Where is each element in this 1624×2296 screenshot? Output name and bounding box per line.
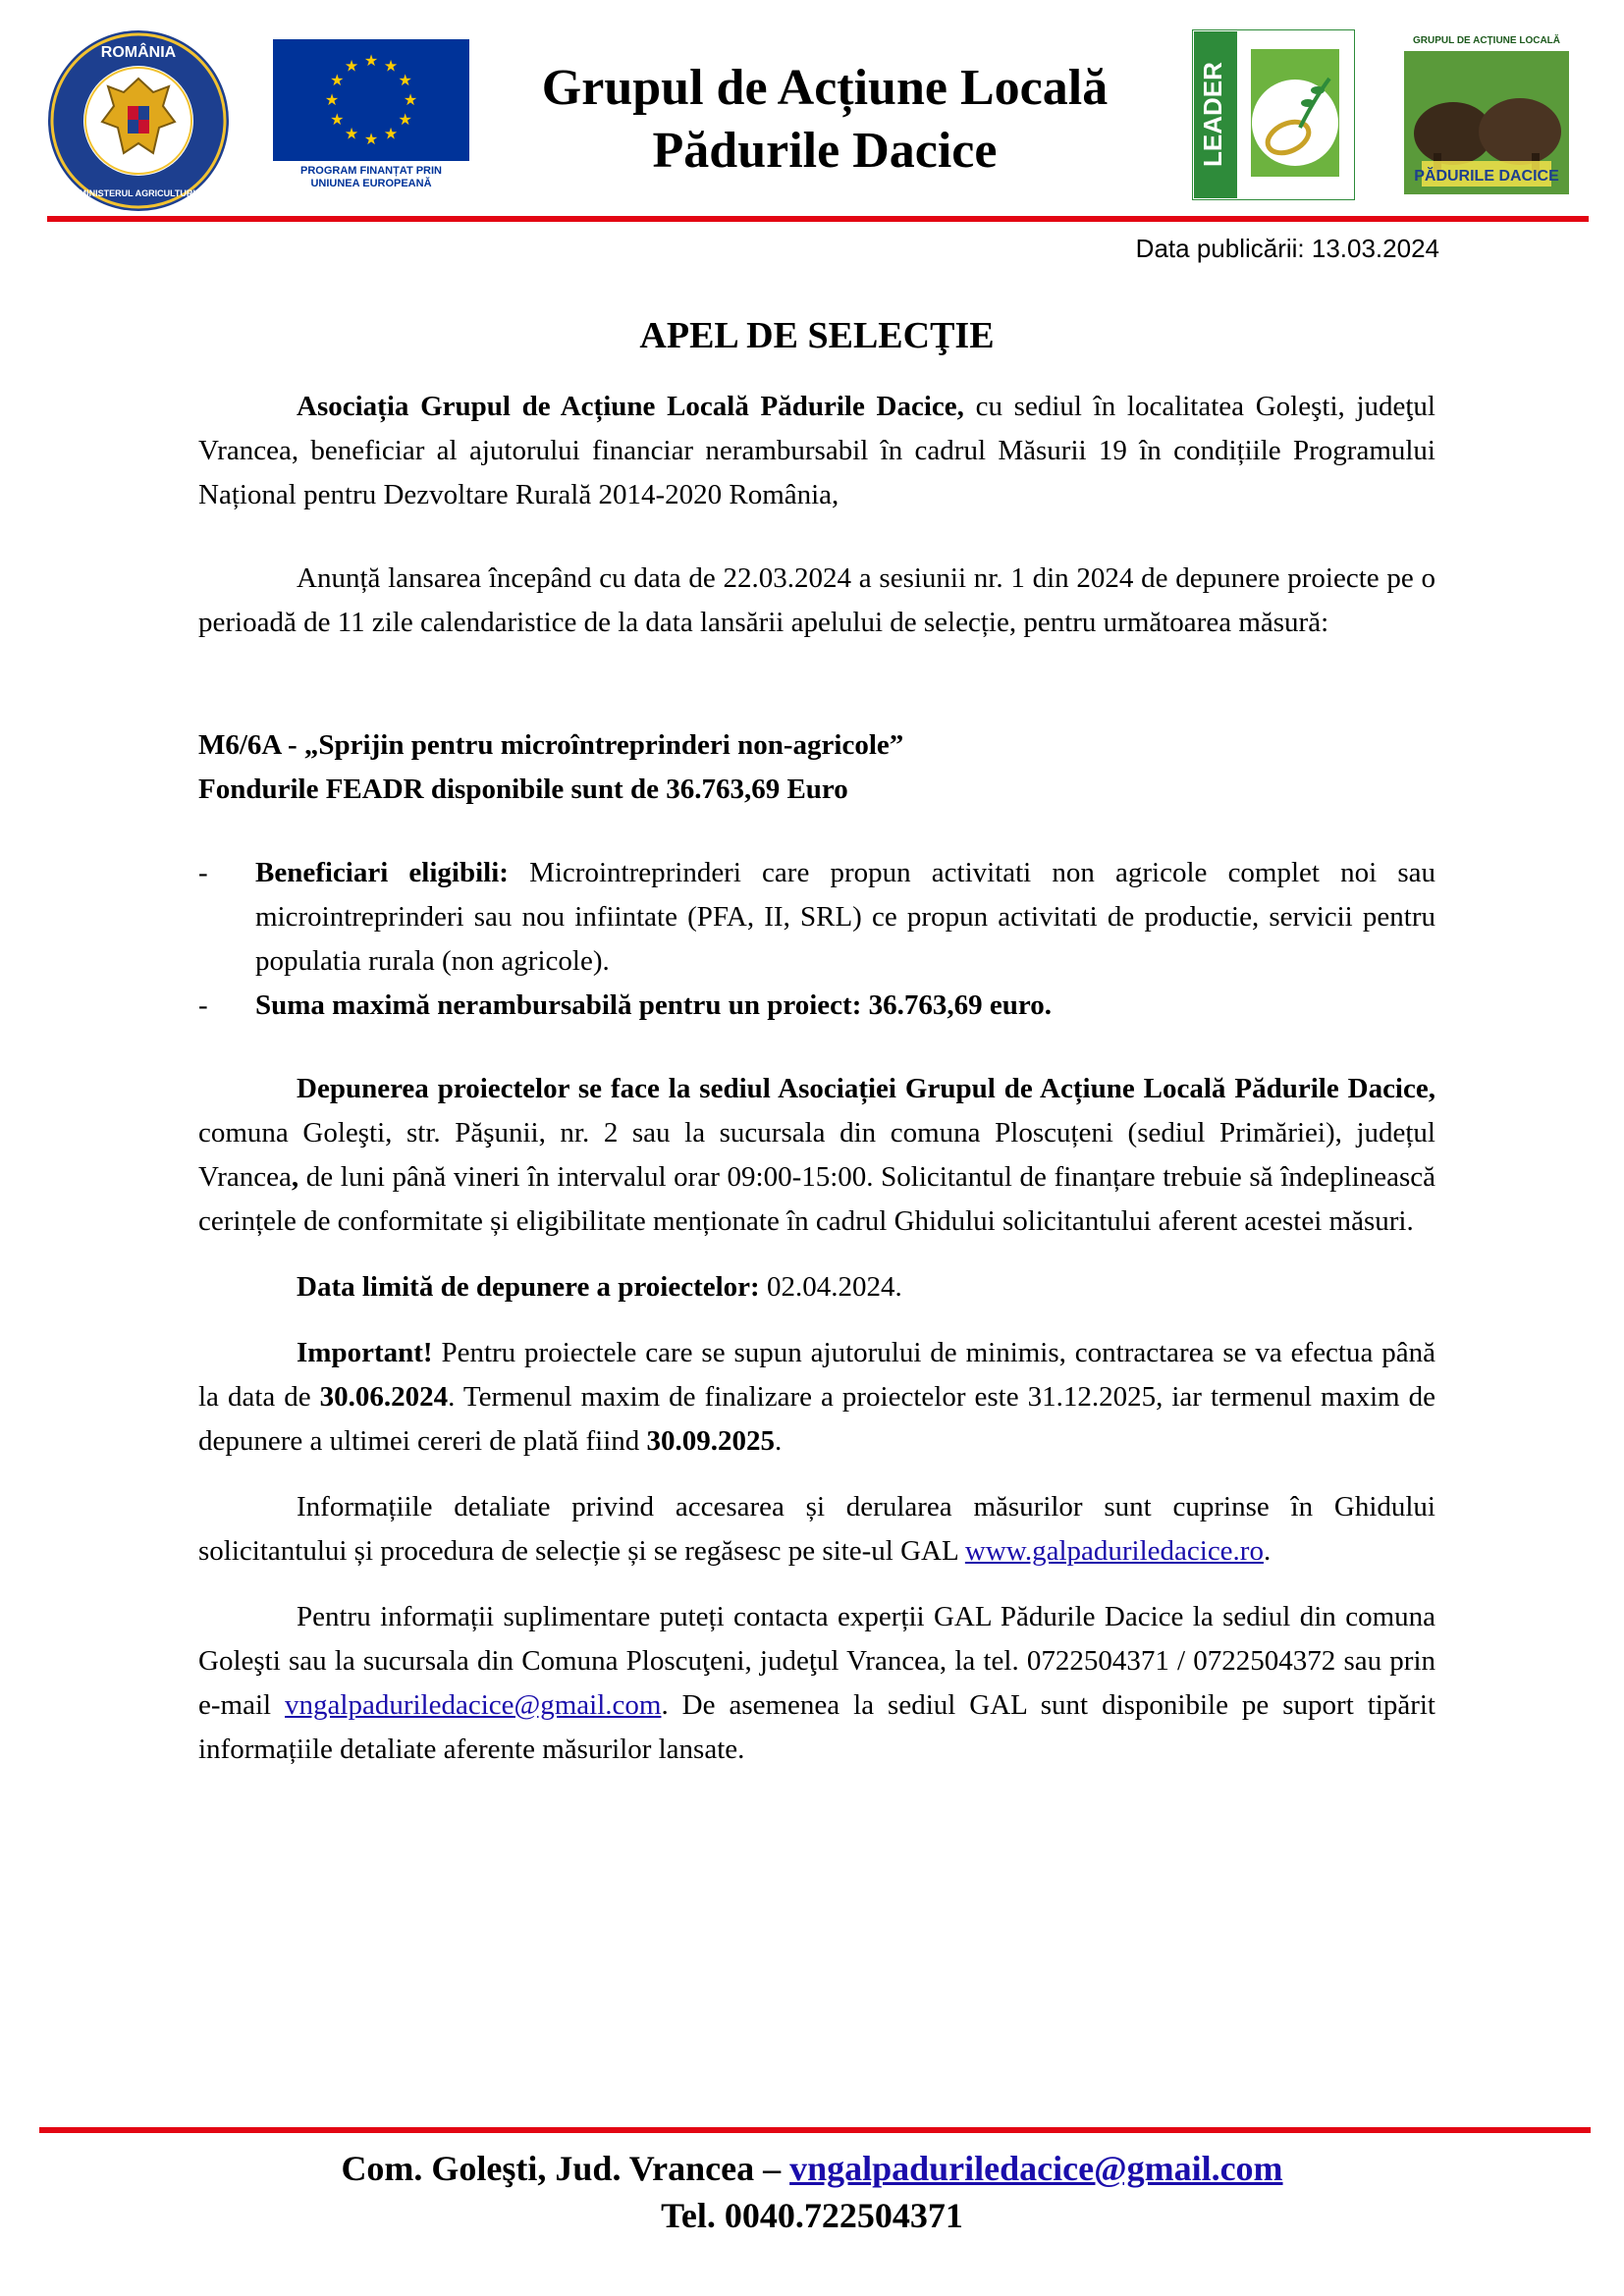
publication-date: Data publicării: 13.03.2024 <box>1135 234 1439 263</box>
bison-logo-icon <box>1404 26 1569 194</box>
eu-star-icon: ★ <box>324 92 340 109</box>
eu-star-icon: ★ <box>330 112 345 129</box>
list-item <box>198 984 1435 1028</box>
important-text: Pentru proiectele care se supun ajutorului de minimis, contractarea se va efectua până la data de <box>198 1337 1435 1413</box>
svg-text:LEADER: LEADER <box>1198 62 1227 167</box>
contact-paragraph <box>198 1595 1435 1772</box>
document-body <box>198 312 1435 1772</box>
eu-star-icon: ★ <box>363 132 379 148</box>
deadline-paragraph <box>198 1265 1435 1309</box>
eu-caption-line2: UNIUNEA EUROPEANĂ <box>310 178 432 189</box>
leader-icon <box>1192 29 1355 200</box>
footer-divider <box>39 2127 1591 2133</box>
contract-deadline: 30.06.2024 <box>319 1381 449 1413</box>
submission-paragraph <box>198 1067 1435 1244</box>
list-item-text: Microintreprinderi care propun activitati non agricole complet noi sau microintreprinderi sau nou infiintate (PFA, II, SRL) ce propun activitati de productie, servicii pentru populatia rurala (non agricole). <box>255 857 1435 977</box>
eu-flag-icon <box>273 39 469 161</box>
svg-text:MINISTERUL AGRICULTURII: MINISTERUL AGRICULTURII <box>79 188 198 198</box>
contact-email-link[interactable]: vngalpaduriledacice@gmail.com <box>285 1689 662 1721</box>
eu-star-icon: ★ <box>398 112 412 129</box>
conditions-list <box>198 851 1435 1028</box>
eu-star-icon: ★ <box>383 58 399 76</box>
contact-text: Pentru informații suplimentare puteți contacta experții GAL Pădurile Dacice la sediul din comuna Goleşti sau la sucursala din Comuna Ploscuţeni, judeţul Vrancea, la tel. 0722504371 / 0722504372 sau prin e-mail <box>198 1601 1435 1721</box>
ministry-seal-icon <box>45 27 232 214</box>
gal-paduriledacice-logo <box>1404 26 1569 194</box>
submission-hours: de luni până vineri în intervalul orar 09:00-15:00. Solicitantul de finanțare trebuie să îndeplinească cerințele de conformitate și eligibilitate menționate în cadrul Ghidului solicitantului aferent acestei măsuri. <box>198 1161 1436 1237</box>
eu-star-icon: ★ <box>403 92 418 109</box>
eu-caption <box>273 165 469 190</box>
eu-star-icon: ★ <box>344 126 359 143</box>
list-dash: - <box>198 989 208 1021</box>
svg-text:ROMÂNIA: ROMÂNIA <box>100 44 177 61</box>
title-line-1: Grupul de Acțiune Locală <box>541 60 1109 116</box>
title-line-2: Pădurile Dacice <box>652 123 998 179</box>
svg-text:PĂDURILE DACICE: PĂDURILE DACICE <box>1414 168 1559 185</box>
header-divider <box>47 216 1589 222</box>
important-text: . <box>775 1425 783 1457</box>
list-item-label: Suma maximă nerambursabilă pentru un proiect: 36.763,69 euro. <box>255 989 1052 1021</box>
contact-text-end: . De asemenea la sediul GAL sunt disponibile pe suport tipărit informațiile detaliate aferente măsurilor lansate. <box>198 1689 1435 1765</box>
document-heading: APEL DE SELECŢIE <box>639 315 995 356</box>
footer-phone: Tel. 0040.722504371 <box>661 2196 963 2235</box>
list-item <box>198 851 1435 984</box>
payment-deadline: 30.09.2025 <box>646 1425 776 1457</box>
intro-text: cu sediul în localitatea Goleşti, judeţul Vrancea, beneficiar al ajutorului financiar nerambursabil în cadrul Măsurii 19 în condițiile Programului Național pentru Dezvoltare Rurală 2014-2020 România, <box>198 391 1435 510</box>
measure-funds: Fondurile FEADR disponibile sunt de 36.763,69 Euro <box>198 774 848 805</box>
important-label: Important! <box>297 1337 433 1368</box>
footer-email-link[interactable]: vngalpaduriledacice@gmail.com <box>789 2149 1283 2188</box>
footer-address: Com. Goleşti, Jud. Vrancea – <box>341 2149 790 2188</box>
website-link[interactable]: www.galpaduriledacice.ro <box>964 1535 1264 1567</box>
measure-title: M6/6A - „Sprijin pentru microîntreprinderi non-agricole” <box>198 729 904 761</box>
list-item-label: Beneficiari eligibili: <box>255 857 509 888</box>
eu-star-icon: ★ <box>330 73 345 89</box>
launch-paragraph: Anunță lansarea începând cu data de 22.03.2024 a sesiunii nr. 1 din 2024 de depunere proiecte pe o perioadă de 11 zile calendaristice de la data lansării apelului de selecție, pentru următoarea măsură: <box>198 562 1435 638</box>
submission-location: Depunerea proiectelor se face la sediul Asociației Grupul de Acțiune Locală Pădurile Dacice, <box>297 1073 1435 1104</box>
footer-address-line <box>0 2145 1624 2192</box>
info-text: Informațiile detaliate privind accesarea și derularea măsurilor sunt cuprinse în Ghidului solicitantului și procedura de selecție și se regăsesc pe site-ul GAL <box>198 1491 1435 1567</box>
intro-paragraph <box>198 385 1435 517</box>
deadline-value: 02.04.2024. <box>759 1271 902 1303</box>
eu-star-icon: ★ <box>363 53 379 70</box>
info-end: . <box>1263 1535 1272 1567</box>
important-paragraph <box>198 1331 1435 1464</box>
deadline-label: Data limită de depunere a proiectelor: <box>297 1271 760 1303</box>
eu-star-icon: ★ <box>344 58 359 76</box>
eu-star-icon: ★ <box>383 126 399 143</box>
important-text: . Termenul maxim de finalizare a proiectelor este 31.12.2025, iar termenul maxim de depunere a ultimei cereri de plată fiind <box>198 1381 1435 1457</box>
info-paragraph <box>198 1485 1435 1574</box>
submission-address: comuna Goleşti, str. Păşunii, nr. 2 sau la sucursala din comuna Ploscuțeni (sediul Primăriei), județul Vrancea <box>198 1117 1435 1193</box>
eu-star-icon: ★ <box>398 73 412 89</box>
association-name: Asociația Grupul de Acțiune Locală Pădurile Dacice, <box>297 391 964 422</box>
submission-separator: , <box>291 1161 306 1193</box>
list-dash: - <box>198 857 208 888</box>
page-footer <box>0 2145 1624 2239</box>
ministry-agriculture-logo <box>45 27 232 214</box>
eu-funding-logo <box>273 39 469 196</box>
svg-text:GRUPUL DE ACȚIUNE LOCALĂ: GRUPUL DE ACȚIUNE LOCALĂ <box>1413 35 1560 46</box>
leader-logo <box>1192 29 1355 200</box>
measure-block <box>198 723 1435 812</box>
eu-caption-line1: PROGRAM FINANȚAT PRIN <box>299 165 442 177</box>
organization-title <box>491 57 1159 183</box>
